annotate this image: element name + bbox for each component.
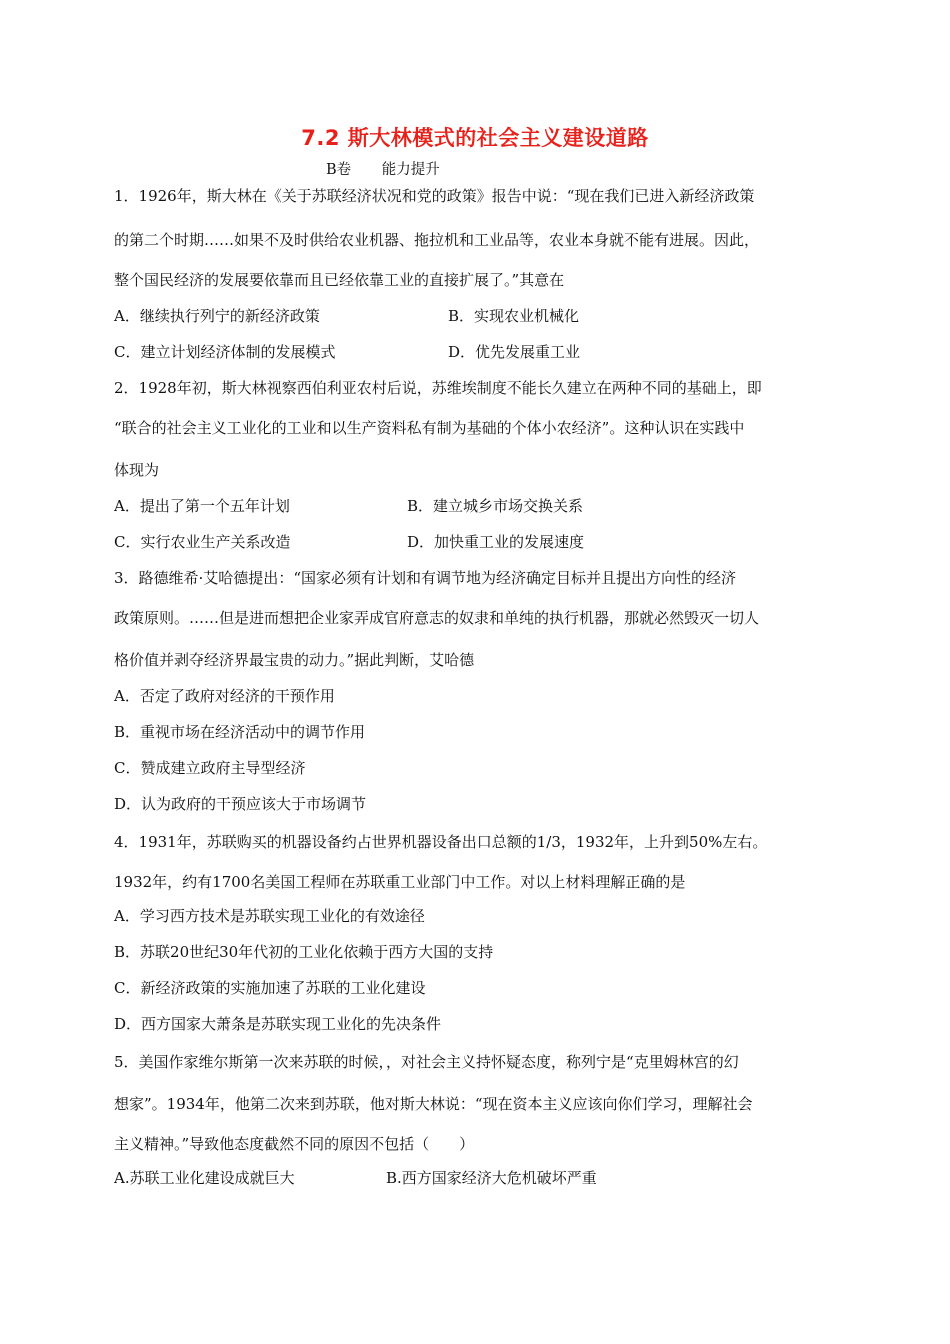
question-2-option-d: D．加快重工业的发展速度 (407, 533, 585, 551)
question-2-line-2: “联合的社会主义工业化的工业和以生产资料私有制为基础的个体小农经济”。这种认识在实践中 (114, 419, 745, 437)
question-1-line-1: 1．1926年，斯大林在《关于苏联经济状况和党的政策》报告中说：“现在我们已进入新经济政策 (114, 187, 755, 205)
question-4-option-a: A．学习西方技术是苏联实现工业化的有效途径 (114, 907, 425, 925)
question-3-line-3: 格价值并剥夺经济界最宝贵的动力。”据此判断，艾哈德 (114, 651, 475, 669)
question-2-option-a: A．提出了第一个五年计划 (114, 497, 290, 515)
question-5-option-a: A.苏联工业化建设成就巨大 (114, 1169, 295, 1187)
question-2-option-c: C．实行农业生产关系改造 (114, 533, 291, 551)
question-2-option-b: B．建立城乡市场交换关系 (407, 497, 584, 515)
question-3-option-a: A．否定了政府对经济的干预作用 (114, 687, 335, 705)
question-1-option-d: D．优先发展重工业 (448, 343, 581, 361)
question-3-line-1: 3．路德维希·艾哈德提出：“国家必须有计划和有调节地为经济确定目标并且提出方向性的经济 (114, 569, 736, 587)
subtitle (326, 158, 440, 179)
question-3-line-2: 政策原则。……但是进而想把企业家弄成官府意志的奴隶和单纯的执行机器，那就必然毁灭一切人 (114, 609, 760, 627)
level-label: 能力提升 (381, 162, 440, 178)
question-5-line-3: 主义精神。”导致他态度截然不同的原因不包括（ ） (114, 1135, 475, 1153)
question-2-line-3: 体现为 (114, 461, 160, 479)
question-5-line-2: 想家”。1934年，他第二次来到苏联，他对斯大林说：“现在资本主义应该向你们学习，理解社会 (114, 1095, 753, 1113)
volume-label: B卷 (326, 162, 352, 178)
question-1-line-2: 的第二个时期……如果不及时供给农业机器、拖拉机和工业品等，农业本身就不能有进展。因此， (114, 231, 760, 249)
question-1-line-3: 整个国民经济的发展要依靠而且已经依靠工业的直接扩展了。”其意在 (114, 271, 565, 289)
question-1-option-c: C．建立计划经济体制的发展模式 (114, 343, 336, 361)
question-5-line-1: 5．美国作家维尔斯第一次来苏联的时候，，对社会主义持怀疑态度，称列宁是“克里姆林宫的幻 (114, 1053, 739, 1071)
question-4-option-c: C．新经济政策的实施加速了苏联的工业化建设 (114, 979, 426, 997)
question-4-option-d: D．西方国家大萧条是苏联实现工业化的先决条件 (114, 1015, 442, 1033)
question-3-option-b: B．重视市场在经济活动中的调节作用 (114, 723, 366, 741)
question-3-option-d: D．认为政府的干预应该大于市场调节 (114, 795, 367, 813)
question-1-option-b: B．实现农业机械化 (448, 307, 580, 325)
question-4-option-b: B．苏联20世纪30年代初的工业化依赖于西方大国的支持 (114, 943, 494, 961)
question-1-option-a: A．继续执行列宁的新经济政策 (114, 307, 320, 325)
page-title: 7.2 斯大林模式的社会主义建设道路 (301, 126, 649, 150)
question-4-line-2: 1932年，约有1700名美国工程师在苏联重工业部门中工作。对以上材料理解正确的是 (114, 873, 686, 891)
question-2-line-1: 2．1928年初，斯大林视察西伯利亚农村后说，苏维埃制度不能长久建立在两种不同的基础上，即 (114, 379, 762, 397)
question-4-line-1: 4．1931年，苏联购买的机器设备约占世界机器设备出口总额的1/3，1932年，上升到50%左右。 (114, 833, 768, 851)
question-5-option-b: B.西方国家经济大危机破坏严重 (386, 1169, 597, 1187)
question-3-option-c: C．赞成建立政府主导型经济 (114, 759, 306, 777)
